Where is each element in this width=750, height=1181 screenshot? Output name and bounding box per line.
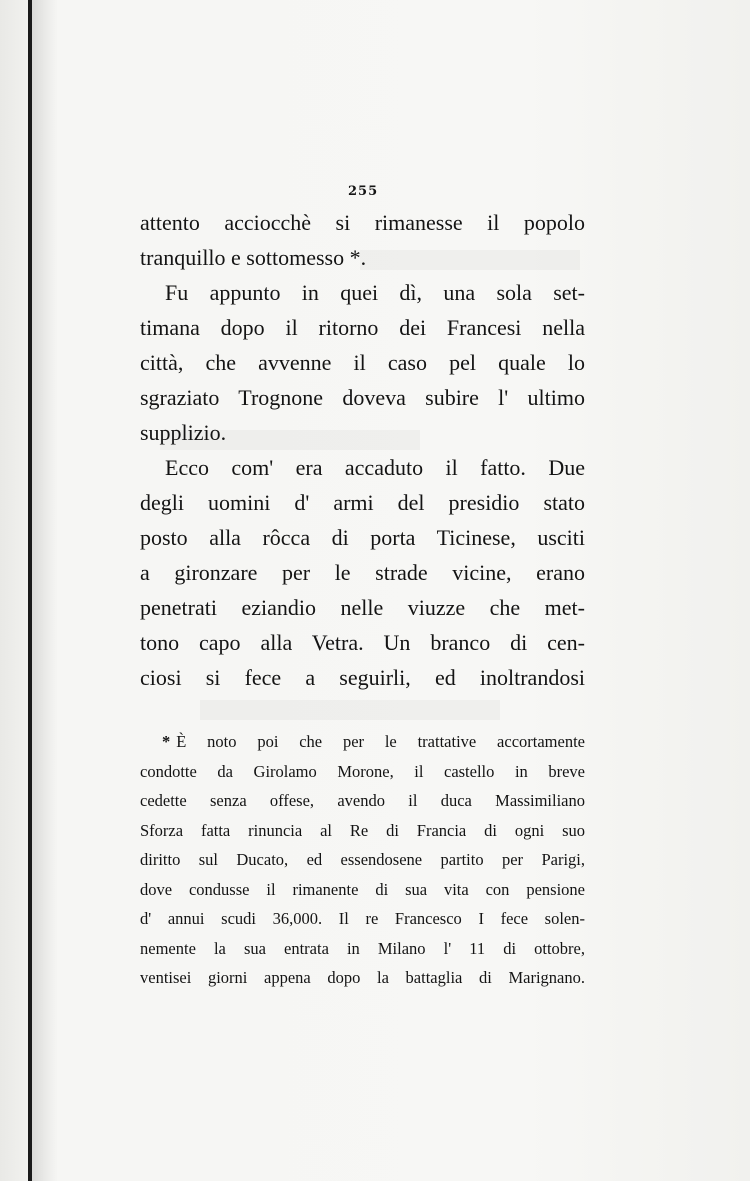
body-line: timana dopo il ritorno dei Francesi nella [140, 315, 585, 340]
footnote-marker: * [162, 732, 171, 751]
page-number: 255 [348, 184, 379, 199]
body-line: Fu appunto in quei dì, una sola set- [165, 280, 585, 305]
body-line: tono capo alla Vetra. Un branco di cen- [140, 630, 585, 655]
footnote-line: cedette senza offese, avendo il duca Massimiliano [140, 791, 585, 810]
binding-shadow [32, 0, 58, 1181]
body-line: ciosi si fece a seguirli, ed inoltrandosi [140, 665, 585, 690]
body-line: a gironzare per le strade vicine, erano [140, 560, 585, 585]
body-text [140, 205, 585, 695]
body-line: tranquillo e sottomesso *. [140, 245, 367, 270]
body-line: attento acciocchè si rimanesse il popolo [140, 210, 585, 235]
body-line: posto alla rôcca di porta Ticinese, usciti [140, 525, 585, 550]
body-line: sgraziato Trognone doveva subire l' ultimo [140, 385, 585, 410]
footnote-line: Sforza fatta rinuncia al Re di Francia di ogni suo [140, 820, 585, 840]
footnote-line: diritto sul Ducato, ed essendosene partito per Parigi, [140, 850, 585, 869]
body-line: supplizio. [140, 420, 227, 445]
footnote [140, 727, 585, 993]
show-through-smudge [200, 700, 500, 720]
footnote-line [140, 727, 585, 757]
footnote-line: ventisei giorni appena dopo la battaglia di Marignano. [140, 968, 585, 987]
footnote-line: dove condusse il rimanente di sua vita con pensione [140, 879, 585, 899]
body-line: città, che avvenne il caso pel quale lo [140, 350, 585, 375]
footnote-line: d' annui scudi 36,000. Il re Francesco I fece solen- [140, 909, 585, 928]
footnote-line: nemente la sua entrata in Milano l' 11 di ottobre, [140, 938, 585, 958]
footnote-line-text: È noto poi che per le trattative accortamente [176, 732, 585, 751]
body-line: penetrati eziandio nelle viuzze che met- [140, 595, 585, 620]
footnote-line: condotte da Girolamo Morone, il castello in breve [140, 761, 585, 781]
body-line: degli uomini d' armi del presidio stato [140, 490, 585, 515]
body-line: Ecco com' era accaduto il fatto. Due [165, 455, 585, 480]
